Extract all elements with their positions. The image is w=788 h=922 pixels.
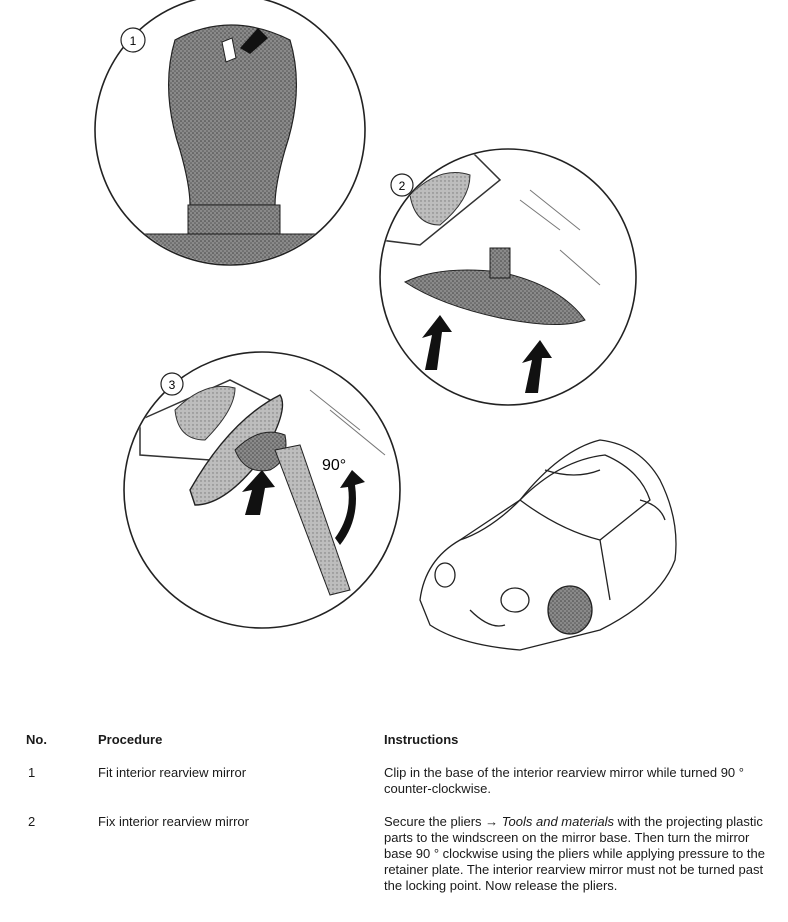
column-header-no: No. xyxy=(26,732,47,747)
rotation-angle-label: 90° xyxy=(322,457,347,474)
callout-1-label: 1 xyxy=(129,34,137,48)
row-2-instructions-pre: Secure the pliers → xyxy=(384,814,502,829)
detail-view-gear-knob xyxy=(90,0,380,294)
car-illustration xyxy=(420,440,676,650)
row-1-instructions: Clip in the base of the interior rearview mirror while turned 90 ° counter-clockwise. xyxy=(384,765,744,796)
callout-3-label: 3 xyxy=(168,378,176,392)
detail-view-mirror-rotation xyxy=(124,352,400,628)
detail-view-mirror-base xyxy=(380,149,636,405)
column-header-instructions: Instructions xyxy=(384,732,459,747)
row-1-procedure: Fit interior rearview mirror xyxy=(98,765,247,780)
row-2-instructions xyxy=(384,814,779,894)
column-header-procedure: Procedure xyxy=(98,732,163,747)
tools-and-materials-link[interactable]: Tools and materials xyxy=(501,814,615,829)
row-2-number: 2 xyxy=(28,814,36,829)
callout-2-label: 2 xyxy=(398,179,406,193)
row-1-number: 1 xyxy=(28,765,36,780)
row-2-instructions-post: with the projecting plastic parts to the windscreen on the mirror base. Then turn the mirror base 90 ° clockwise using the pliers while applying pressure to the retainer plate. The interior rearview mirror must not be turned past the locking point. Now release the pliers. xyxy=(384,814,765,893)
row-2-procedure: Fix interior rearview mirror xyxy=(98,814,249,829)
